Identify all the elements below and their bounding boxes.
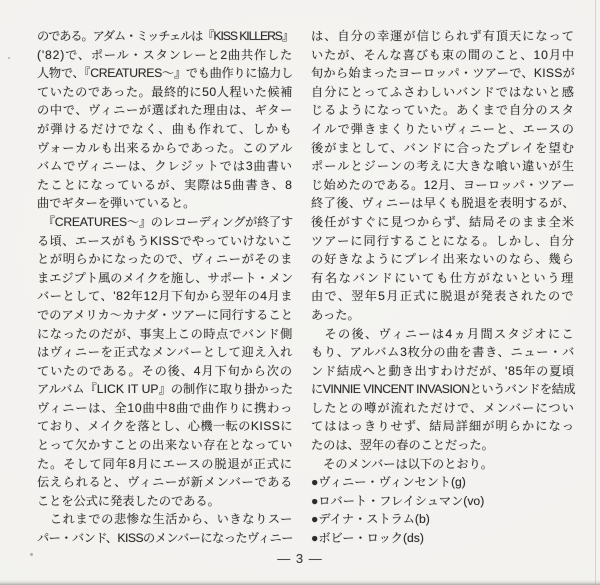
page-number: ― 3 ― — [277, 551, 323, 566]
text-column-right — [311, 27, 575, 548]
text-line: パー・バンド、KISSのメンバーになったヴィニー — [37, 531, 293, 546]
text-line: たのは、翌年の春のことだった。 — [311, 438, 494, 453]
text-line: ヴィニーは、全10曲中8曲で曲作りに携わっ — [37, 400, 294, 415]
text-line: 有名なバンドにいても仕方がないという理 — [311, 270, 576, 285]
text-line: ヴォーカルも出来るからであった。このアル — [37, 140, 294, 155]
scan-speck — [30, 553, 33, 556]
scan-speck — [8, 57, 10, 59]
text-line: は、自分の幸運が信じられず有頂天になって — [311, 29, 575, 43]
text-line: のである。アダム・ミッチェルは『KISS KILLERS』 — [37, 29, 293, 43]
text-line: 旬から始まったヨーロッパ・ツアーで、KISSが — [311, 66, 576, 81]
text-line: ポールとジーンの考えに大きな喰い違いが生 — [311, 159, 576, 174]
text-line: にVINNIE VINCENT INVASIONというバンドを結成 — [311, 382, 576, 397]
text-line: とって欠かすことの出来ない存在となってい — [37, 438, 293, 453]
text-line: ●デイナ・ストラム(b) — [311, 512, 430, 527]
scan-bottom-edge — [0, 580, 600, 585]
text-line: じるようになっていた。あくまで自分のスタ — [311, 103, 575, 118]
text-line: ツアーに同行することになる。しかし、自分 — [311, 233, 575, 248]
text-line: る頃、エースがもうKISSでやっていけないこ — [37, 233, 293, 248]
text-line: ●ボビー・ロック(ds) — [311, 531, 424, 546]
text-line: た。そして同年8月にエースの脱退が正式に — [37, 456, 293, 471]
text-line: イルで弾きまくりたいヴィニーと、エースの — [311, 121, 576, 136]
text-line: たことになっているが、実際は5曲書き、8 — [37, 177, 294, 192]
text-line: の中で、ヴィニーが選ばれた理由は、ギター — [37, 103, 294, 118]
scan-right-edge-line — [595, 0, 596, 585]
text-line: てははっきりせず、結局詳細が明らかになっ — [311, 419, 575, 434]
text-line: したとの噂が流れただけで、メンバーについ — [311, 400, 576, 415]
text-line: あった。 — [311, 307, 360, 322]
text-line: その後、ヴィニーは4ヵ月間スタジオにこ — [311, 326, 576, 341]
text-line: ており、メイクを落とし、心機一転のKISSに — [37, 419, 293, 434]
text-line: ('82)で、ポール・スタンレーと2曲共作した — [37, 47, 294, 62]
text-line: ていたのであった。最終的に50人程いた候補 — [37, 84, 293, 99]
text-line: 由で、翌年5月正式に脱退が発表されたので — [311, 289, 575, 304]
text-line: これまでの悲惨な生活から、いきなりスー — [37, 512, 293, 527]
text-line: そのメンバーは以下のとおり。 — [311, 456, 493, 471]
text-line: 人物で、『CREATURES〜』でも曲作りに協力し — [37, 66, 293, 81]
text-line: の好きなようにプレイ出来ないのなら、幾ら — [311, 252, 576, 267]
text-line: ●ロバート・フレイシュマン(vo) — [311, 493, 485, 508]
text-column-left — [37, 27, 293, 548]
text-line: 伝えられると、ヴィニーが新メンバーである — [37, 475, 293, 490]
text-line: 終了後、ヴィニーは早くも脱退を表明するが、 — [311, 196, 576, 211]
text-line: 曲でギターを弾いていると。 — [37, 196, 196, 211]
text-line: もり、アルバム3枚分の曲を書き、ニュー・バ — [311, 345, 576, 360]
text-line: ていたのである。その後、4月下旬から次の — [37, 363, 293, 378]
text-line: 後がまとして、バンドに合ったプレイを望む — [311, 140, 576, 155]
text-line: アルバム『LICK IT UP』の制作に取り掛かった — [37, 382, 294, 397]
text-line: はヴィニーを正式なメンバーとして迎え入れ — [37, 345, 293, 360]
text-line: 後任がすぐに見つからず、結局そのまま全米 — [311, 214, 575, 229]
text-line: バーとして、'82年12月下旬から翌年の4月ま — [37, 289, 294, 304]
text-line: 自分にとってふさわしいバンドではないと感 — [311, 84, 575, 99]
text-line: になったのだが、事実上この時点でバンド側 — [37, 326, 293, 341]
text-line: でのアメリカ〜カナダ・ツアーに同行すること — [37, 307, 293, 322]
text-line: いたが、そんな喜びも束の間のこと、10月中 — [311, 47, 576, 62]
text-line: ことを公式に発表したのである。 — [37, 493, 220, 508]
text-line: ●ヴィニー・ヴィンセント(g) — [311, 475, 466, 490]
text-line: ンド結成へと動き出すわけだが、'85年の夏頃 — [311, 363, 575, 378]
text-line: とが明らかになったので、ヴィニーがそのま — [37, 252, 293, 267]
text-line: バムでヴィニーは、クレジットでは3曲書い — [37, 159, 293, 174]
text-line: まエジプト風のメイクを施し、サポート・メン — [37, 270, 294, 285]
text-line: が弾けるだけでなく、曲も作れて、しかも — [37, 121, 293, 136]
text-line: 『CREATURES〜』のレコーディングが終了す — [37, 214, 293, 229]
text-line: じ始めたのである。12月、ヨーロッパ・ツアー — [311, 177, 575, 192]
